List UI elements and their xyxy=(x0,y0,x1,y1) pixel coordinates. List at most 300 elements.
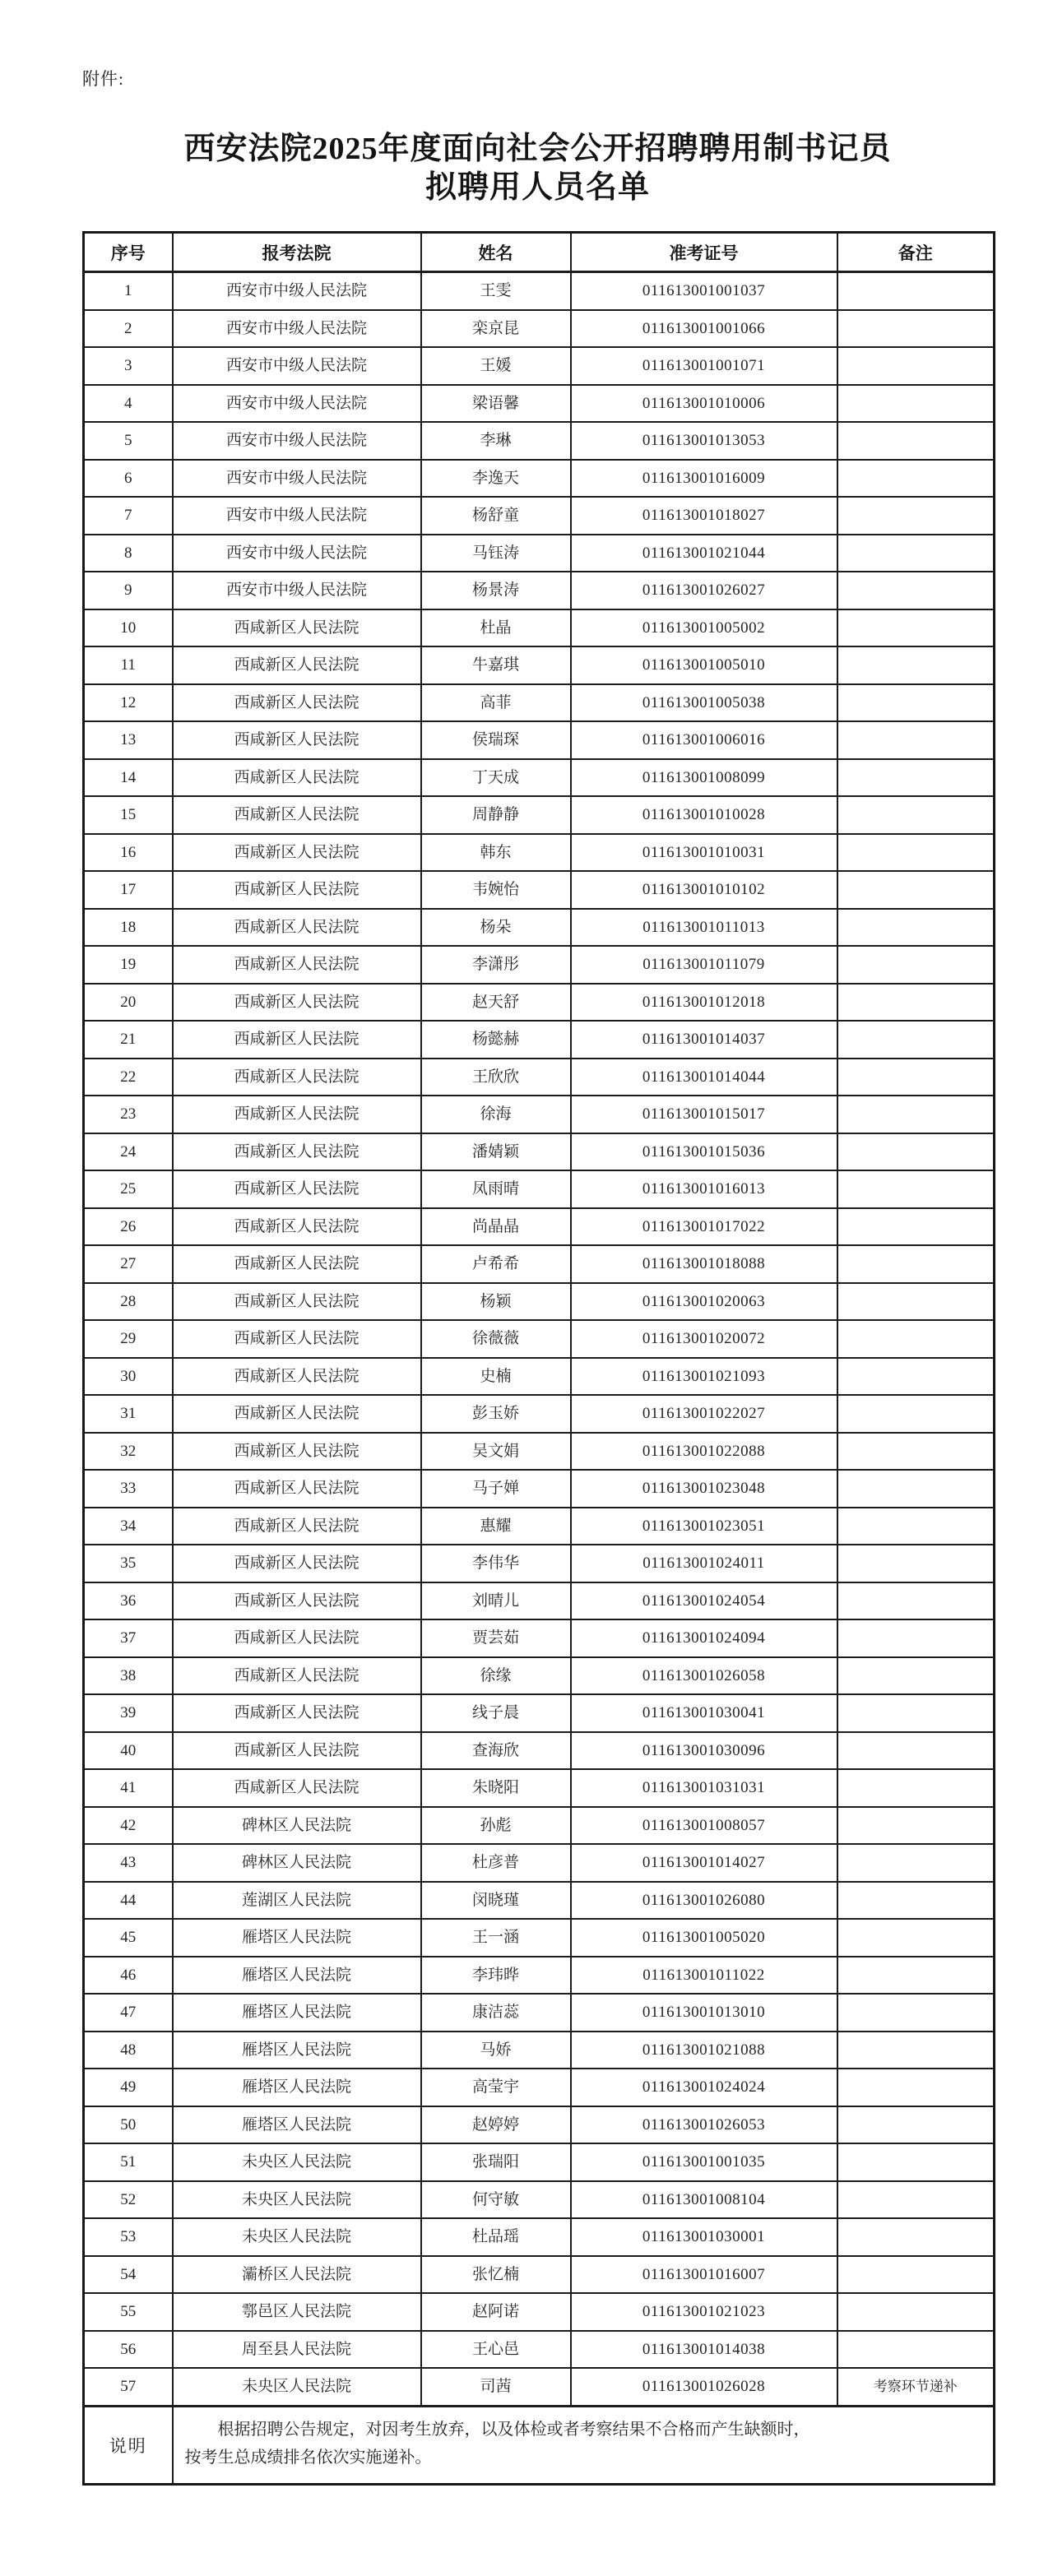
cell-remark xyxy=(837,1769,995,1807)
table-row xyxy=(84,1994,995,2032)
cell-court: 雁塔区人民法院 xyxy=(173,2032,421,2069)
roster-table-footer xyxy=(84,2406,995,2484)
table-row xyxy=(84,1844,995,1882)
cell-name: 尚晶晶 xyxy=(421,1208,571,1246)
cell-name: 惠耀 xyxy=(421,1508,571,1545)
cell-seq: 34 xyxy=(84,1508,173,1545)
table-row xyxy=(84,385,995,423)
cell-name: 杨景涛 xyxy=(421,572,571,609)
cell-seq: 20 xyxy=(84,984,173,1022)
cell-ticket: 011613001030001 xyxy=(571,2218,837,2256)
header-seq: 序号 xyxy=(84,233,173,272)
table-row xyxy=(84,1320,995,1358)
cell-seq: 40 xyxy=(84,1732,173,1770)
table-row xyxy=(84,1694,995,1732)
cell-name: 徐缘 xyxy=(421,1657,571,1695)
cell-ticket: 011613001020072 xyxy=(571,1320,837,1358)
cell-seq: 47 xyxy=(84,1994,173,2032)
cell-ticket: 011613001005038 xyxy=(571,684,837,722)
cell-remark xyxy=(837,1320,995,1358)
cell-remark xyxy=(837,1657,995,1695)
cell-court: 西咸新区人民法院 xyxy=(173,609,421,647)
cell-court: 西咸新区人民法院 xyxy=(173,1545,421,1582)
cell-seq: 27 xyxy=(84,1245,173,1283)
table-row xyxy=(84,1096,995,1133)
cell-ticket: 011613001020063 xyxy=(571,1283,837,1321)
cell-ticket: 011613001010102 xyxy=(571,871,837,909)
note-label: 说明 xyxy=(84,2406,173,2484)
cell-court: 西安市中级人民法院 xyxy=(173,422,421,460)
table-row xyxy=(84,1582,995,1620)
cell-ticket: 011613001023048 xyxy=(571,1470,837,1508)
table-row xyxy=(84,2069,995,2106)
cell-court: 西安市中级人民法院 xyxy=(173,460,421,498)
table-row xyxy=(84,1395,995,1433)
cell-ticket: 011613001026028 xyxy=(571,2368,837,2406)
cell-court: 西安市中级人民法院 xyxy=(173,572,421,609)
cell-court: 西咸新区人民法院 xyxy=(173,834,421,872)
cell-name: 韦婉怡 xyxy=(421,871,571,909)
cell-seq: 57 xyxy=(84,2368,173,2406)
cell-name: 高菲 xyxy=(421,684,571,722)
cell-remark xyxy=(837,1358,995,1396)
table-row xyxy=(84,2143,995,2181)
table-row xyxy=(84,1059,995,1096)
cell-remark xyxy=(837,1994,995,2032)
cell-seq: 17 xyxy=(84,871,173,909)
cell-seq: 5 xyxy=(84,422,173,460)
cell-name: 周静静 xyxy=(421,796,571,834)
cell-court: 西安市中级人民法院 xyxy=(173,310,421,348)
cell-seq: 11 xyxy=(84,646,173,684)
cell-remark xyxy=(837,2331,995,2369)
cell-name: 栾京昆 xyxy=(421,310,571,348)
table-row xyxy=(84,2256,995,2294)
cell-court: 灞桥区人民法院 xyxy=(173,2256,421,2294)
cell-remark xyxy=(837,1170,995,1208)
cell-name: 赵天舒 xyxy=(421,984,571,1022)
table-row xyxy=(84,1732,995,1770)
cell-name: 马钰涛 xyxy=(421,535,571,572)
cell-court: 西咸新区人民法院 xyxy=(173,1208,421,1246)
cell-court: 雁塔区人民法院 xyxy=(173,2069,421,2106)
table-row xyxy=(84,1208,995,1246)
table-row xyxy=(84,535,995,572)
cell-seq: 30 xyxy=(84,1358,173,1396)
cell-court: 西咸新区人民法院 xyxy=(173,1769,421,1807)
cell-remark xyxy=(837,834,995,872)
cell-ticket: 011613001010031 xyxy=(571,834,837,872)
cell-ticket: 011613001015036 xyxy=(571,1133,837,1171)
table-row xyxy=(84,1769,995,1807)
table-row xyxy=(84,1021,995,1059)
table-row xyxy=(84,1882,995,1920)
cell-ticket: 011613001030096 xyxy=(571,1732,837,1770)
cell-ticket: 011613001026053 xyxy=(571,2106,837,2144)
header-court: 报考法院 xyxy=(173,233,421,272)
cell-ticket: 011613001008099 xyxy=(571,759,837,797)
cell-seq: 45 xyxy=(84,1919,173,1957)
table-row xyxy=(84,422,995,460)
cell-seq: 2 xyxy=(84,310,173,348)
header-remark: 备注 xyxy=(837,233,995,272)
cell-name: 王媛 xyxy=(421,347,571,385)
cell-court: 雁塔区人民法院 xyxy=(173,2106,421,2144)
cell-seq: 50 xyxy=(84,2106,173,2144)
cell-name: 王雯 xyxy=(421,272,571,310)
cell-name: 康洁蕊 xyxy=(421,1994,571,2032)
table-row xyxy=(84,1433,995,1471)
cell-name: 吴文娟 xyxy=(421,1433,571,1471)
cell-ticket: 011613001013010 xyxy=(571,1994,837,2032)
cell-seq: 25 xyxy=(84,1170,173,1208)
cell-seq: 36 xyxy=(84,1582,173,1620)
cell-name: 丁天成 xyxy=(421,759,571,797)
cell-remark xyxy=(837,2106,995,2144)
cell-name: 线子晨 xyxy=(421,1694,571,1732)
cell-ticket: 011613001015017 xyxy=(571,1096,837,1133)
cell-name: 王欣欣 xyxy=(421,1059,571,1096)
cell-name: 贾芸茹 xyxy=(421,1619,571,1657)
cell-ticket: 011613001030041 xyxy=(571,1694,837,1732)
cell-seq: 15 xyxy=(84,796,173,834)
table-row xyxy=(84,721,995,759)
cell-name: 孙彪 xyxy=(421,1807,571,1845)
table-row xyxy=(84,796,995,834)
cell-seq: 21 xyxy=(84,1021,173,1059)
cell-seq: 19 xyxy=(84,946,173,984)
cell-name: 杨颖 xyxy=(421,1283,571,1321)
cell-seq: 18 xyxy=(84,909,173,947)
cell-seq: 8 xyxy=(84,535,173,572)
cell-court: 西咸新区人民法院 xyxy=(173,759,421,797)
cell-seq: 26 xyxy=(84,1208,173,1246)
cell-remark xyxy=(837,1059,995,1096)
cell-remark xyxy=(837,1021,995,1059)
table-row xyxy=(84,497,995,535)
cell-remark xyxy=(837,646,995,684)
note-row xyxy=(84,2406,995,2484)
cell-remark xyxy=(837,385,995,423)
cell-court: 西咸新区人民法院 xyxy=(173,1508,421,1545)
header-ticket: 准考证号 xyxy=(571,233,837,272)
table-row xyxy=(84,871,995,909)
cell-seq: 38 xyxy=(84,1657,173,1695)
cell-remark xyxy=(837,2069,995,2106)
cell-seq: 54 xyxy=(84,2256,173,2294)
table-row xyxy=(84,646,995,684)
cell-name: 徐薇薇 xyxy=(421,1320,571,1358)
cell-seq: 53 xyxy=(84,2218,173,2256)
cell-name: 刘晴儿 xyxy=(421,1582,571,1620)
cell-remark xyxy=(837,1133,995,1171)
cell-ticket: 011613001017022 xyxy=(571,1208,837,1246)
cell-remark xyxy=(837,1694,995,1732)
cell-seq: 13 xyxy=(84,721,173,759)
cell-name: 杨朵 xyxy=(421,909,571,947)
cell-ticket: 011613001011079 xyxy=(571,946,837,984)
cell-name: 赵婷婷 xyxy=(421,2106,571,2144)
cell-name: 何守敏 xyxy=(421,2181,571,2219)
table-row xyxy=(84,1619,995,1657)
cell-court: 西咸新区人民法院 xyxy=(173,684,421,722)
cell-seq: 4 xyxy=(84,385,173,423)
cell-remark xyxy=(837,871,995,909)
cell-seq: 6 xyxy=(84,460,173,498)
cell-seq: 23 xyxy=(84,1096,173,1133)
cell-name: 卢希希 xyxy=(421,1245,571,1283)
cell-ticket: 011613001005010 xyxy=(571,646,837,684)
table-row xyxy=(84,946,995,984)
table-row xyxy=(84,2218,995,2256)
cell-remark xyxy=(837,460,995,498)
cell-seq: 51 xyxy=(84,2143,173,2181)
cell-seq: 39 xyxy=(84,1694,173,1732)
table-row xyxy=(84,2368,995,2406)
table-row xyxy=(84,609,995,647)
table-row xyxy=(84,1358,995,1396)
cell-ticket: 011613001026080 xyxy=(571,1882,837,1920)
cell-court: 未央区人民法院 xyxy=(173,2368,421,2406)
cell-remark xyxy=(837,1470,995,1508)
table-row xyxy=(84,1807,995,1845)
cell-court: 西咸新区人民法院 xyxy=(173,1059,421,1096)
cell-court: 碑林区人民法院 xyxy=(173,1807,421,1845)
title-line-2: 拟聘用人员名单 xyxy=(424,170,650,205)
cell-remark xyxy=(837,1096,995,1133)
table-row xyxy=(84,1657,995,1695)
cell-name: 李玮晔 xyxy=(421,1957,571,1995)
cell-seq: 46 xyxy=(84,1957,173,1995)
document-title xyxy=(82,130,993,207)
cell-name: 李伟华 xyxy=(421,1545,571,1582)
cell-seq: 52 xyxy=(84,2181,173,2219)
header-row xyxy=(84,233,995,272)
cell-remark xyxy=(837,1508,995,1545)
table-row xyxy=(84,1245,995,1283)
cell-seq: 9 xyxy=(84,572,173,609)
cell-name: 李逸天 xyxy=(421,460,571,498)
cell-seq: 3 xyxy=(84,347,173,385)
table-row xyxy=(84,1470,995,1508)
table-row xyxy=(84,1919,995,1957)
cell-ticket: 011613001012018 xyxy=(571,984,837,1022)
cell-ticket: 011613001010028 xyxy=(571,796,837,834)
cell-remark xyxy=(837,1844,995,1882)
cell-seq: 14 xyxy=(84,759,173,797)
cell-name: 梁语馨 xyxy=(421,385,571,423)
cell-seq: 10 xyxy=(84,609,173,647)
cell-remark xyxy=(837,909,995,947)
cell-name: 彭玉娇 xyxy=(421,1395,571,1433)
table-row xyxy=(84,984,995,1022)
cell-ticket: 011613001022027 xyxy=(571,1395,837,1433)
cell-seq: 31 xyxy=(84,1395,173,1433)
cell-court: 西咸新区人民法院 xyxy=(173,1283,421,1321)
cell-ticket: 011613001011022 xyxy=(571,1957,837,1995)
cell-remark xyxy=(837,2143,995,2181)
cell-remark xyxy=(837,1732,995,1770)
cell-court: 西咸新区人民法院 xyxy=(173,1582,421,1620)
cell-name: 杜彦普 xyxy=(421,1844,571,1882)
cell-court: 西咸新区人民法院 xyxy=(173,946,421,984)
cell-remark xyxy=(837,1619,995,1657)
table-row xyxy=(84,572,995,609)
cell-ticket: 011613001001066 xyxy=(571,310,837,348)
table-row xyxy=(84,2106,995,2144)
cell-seq: 32 xyxy=(84,1433,173,1471)
cell-name: 张瑞阳 xyxy=(421,2143,571,2181)
cell-ticket: 011613001014027 xyxy=(571,1844,837,1882)
cell-ticket: 011613001013053 xyxy=(571,422,837,460)
cell-court: 西咸新区人民法院 xyxy=(173,796,421,834)
cell-seq: 49 xyxy=(84,2069,173,2106)
table-row xyxy=(84,272,995,310)
cell-seq: 35 xyxy=(84,1545,173,1582)
cell-name: 朱晓阳 xyxy=(421,1769,571,1807)
cell-ticket: 011613001026027 xyxy=(571,572,837,609)
cell-seq: 1 xyxy=(84,272,173,310)
cell-court: 雁塔区人民法院 xyxy=(173,1919,421,1957)
cell-name: 闵晓瑾 xyxy=(421,1882,571,1920)
cell-name: 潘婧颖 xyxy=(421,1133,571,1171)
cell-ticket: 011613001022088 xyxy=(571,1433,837,1471)
cell-remark xyxy=(837,1433,995,1471)
cell-name: 赵阿诺 xyxy=(421,2293,571,2331)
cell-court: 西咸新区人民法院 xyxy=(173,1170,421,1208)
cell-ticket: 011613001010006 xyxy=(571,385,837,423)
cell-ticket: 011613001026058 xyxy=(571,1657,837,1695)
roster-table xyxy=(82,231,995,2486)
cell-court: 西安市中级人民法院 xyxy=(173,497,421,535)
cell-remark xyxy=(837,2218,995,2256)
cell-court: 未央区人民法院 xyxy=(173,2218,421,2256)
cell-name: 牛嘉琪 xyxy=(421,646,571,684)
cell-name: 史楠 xyxy=(421,1358,571,1396)
cell-name: 马娇 xyxy=(421,2032,571,2069)
cell-court: 雁塔区人民法院 xyxy=(173,1957,421,1995)
cell-name: 徐海 xyxy=(421,1096,571,1133)
cell-ticket: 011613001021044 xyxy=(571,535,837,572)
cell-remark xyxy=(837,2293,995,2331)
cell-ticket: 011613001008104 xyxy=(571,2181,837,2219)
cell-ticket: 011613001001035 xyxy=(571,2143,837,2181)
table-row xyxy=(84,310,995,348)
cell-seq: 55 xyxy=(84,2293,173,2331)
cell-ticket: 011613001016013 xyxy=(571,1170,837,1208)
cell-remark xyxy=(837,684,995,722)
cell-court: 西咸新区人民法院 xyxy=(173,1133,421,1171)
cell-remark xyxy=(837,572,995,609)
cell-court: 西咸新区人民法院 xyxy=(173,1096,421,1133)
cell-court: 西咸新区人民法院 xyxy=(173,984,421,1022)
cell-ticket: 011613001016007 xyxy=(571,2256,837,2294)
cell-remark xyxy=(837,1582,995,1620)
table-row xyxy=(84,460,995,498)
cell-seq: 24 xyxy=(84,1133,173,1171)
table-row xyxy=(84,1170,995,1208)
cell-remark xyxy=(837,1283,995,1321)
cell-remark xyxy=(837,796,995,834)
table-row xyxy=(84,684,995,722)
cell-name: 李潇彤 xyxy=(421,946,571,984)
table-row xyxy=(84,759,995,797)
cell-seq: 37 xyxy=(84,1619,173,1657)
cell-seq: 48 xyxy=(84,2032,173,2069)
cell-name: 韩东 xyxy=(421,834,571,872)
note-line-2: 按考生总成绩排名依次实施递补。 xyxy=(184,2448,432,2467)
cell-ticket: 011613001031031 xyxy=(571,1769,837,1807)
cell-remark xyxy=(837,1807,995,1845)
cell-name: 王一涵 xyxy=(421,1919,571,1957)
cell-seq: 22 xyxy=(84,1059,173,1096)
cell-remark xyxy=(837,609,995,647)
cell-remark xyxy=(837,2256,995,2294)
title-line-1: 西安法院2025年度面向社会公开招聘聘用制书记员 xyxy=(183,132,892,166)
cell-remark xyxy=(837,347,995,385)
cell-seq: 28 xyxy=(84,1283,173,1321)
cell-court: 西安市中级人民法院 xyxy=(173,272,421,310)
cell-ticket: 011613001016009 xyxy=(571,460,837,498)
cell-court: 周至县人民法院 xyxy=(173,2331,421,2369)
cell-ticket: 011613001021093 xyxy=(571,1358,837,1396)
cell-ticket: 011613001005002 xyxy=(571,609,837,647)
cell-remark xyxy=(837,422,995,460)
cell-court: 西安市中级人民法院 xyxy=(173,385,421,423)
cell-ticket: 011613001024011 xyxy=(571,1545,837,1582)
cell-court: 西咸新区人民法院 xyxy=(173,1657,421,1695)
cell-ticket: 011613001021088 xyxy=(571,2032,837,2069)
cell-name: 司茜 xyxy=(421,2368,571,2406)
table-row xyxy=(84,2181,995,2219)
cell-remark xyxy=(837,721,995,759)
cell-name: 查海欣 xyxy=(421,1732,571,1770)
cell-ticket: 011613001008057 xyxy=(571,1807,837,1845)
cell-seq: 29 xyxy=(84,1320,173,1358)
cell-court: 西咸新区人民法院 xyxy=(173,646,421,684)
header-name: 姓名 xyxy=(421,233,571,272)
cell-court: 西咸新区人民法院 xyxy=(173,1245,421,1283)
cell-ticket: 011613001023051 xyxy=(571,1508,837,1545)
cell-court: 未央区人民法院 xyxy=(173,2143,421,2181)
cell-court: 西咸新区人民法院 xyxy=(173,1433,421,1471)
cell-ticket: 011613001018027 xyxy=(571,497,837,535)
cell-remark xyxy=(837,2032,995,2069)
table-row xyxy=(84,1133,995,1171)
cell-court: 西咸新区人民法院 xyxy=(173,1021,421,1059)
cell-ticket: 011613001024094 xyxy=(571,1619,837,1657)
cell-ticket: 011613001011013 xyxy=(571,909,837,947)
cell-court: 西咸新区人民法院 xyxy=(173,1470,421,1508)
cell-seq: 41 xyxy=(84,1769,173,1807)
note-text xyxy=(173,2406,995,2484)
cell-remark xyxy=(837,1957,995,1995)
cell-seq: 12 xyxy=(84,684,173,722)
cell-remark xyxy=(837,984,995,1022)
cell-name: 马子婵 xyxy=(421,1470,571,1508)
table-row xyxy=(84,2293,995,2331)
cell-remark xyxy=(837,946,995,984)
cell-remark xyxy=(837,759,995,797)
cell-ticket: 011613001021023 xyxy=(571,2293,837,2331)
roster-table-header xyxy=(84,233,995,272)
cell-ticket: 011613001018088 xyxy=(571,1245,837,1283)
table-row xyxy=(84,1283,995,1321)
cell-ticket: 011613001001071 xyxy=(571,347,837,385)
cell-name: 张忆楠 xyxy=(421,2256,571,2294)
cell-court: 碑林区人民法院 xyxy=(173,1844,421,1882)
cell-ticket: 011613001001037 xyxy=(571,272,837,310)
